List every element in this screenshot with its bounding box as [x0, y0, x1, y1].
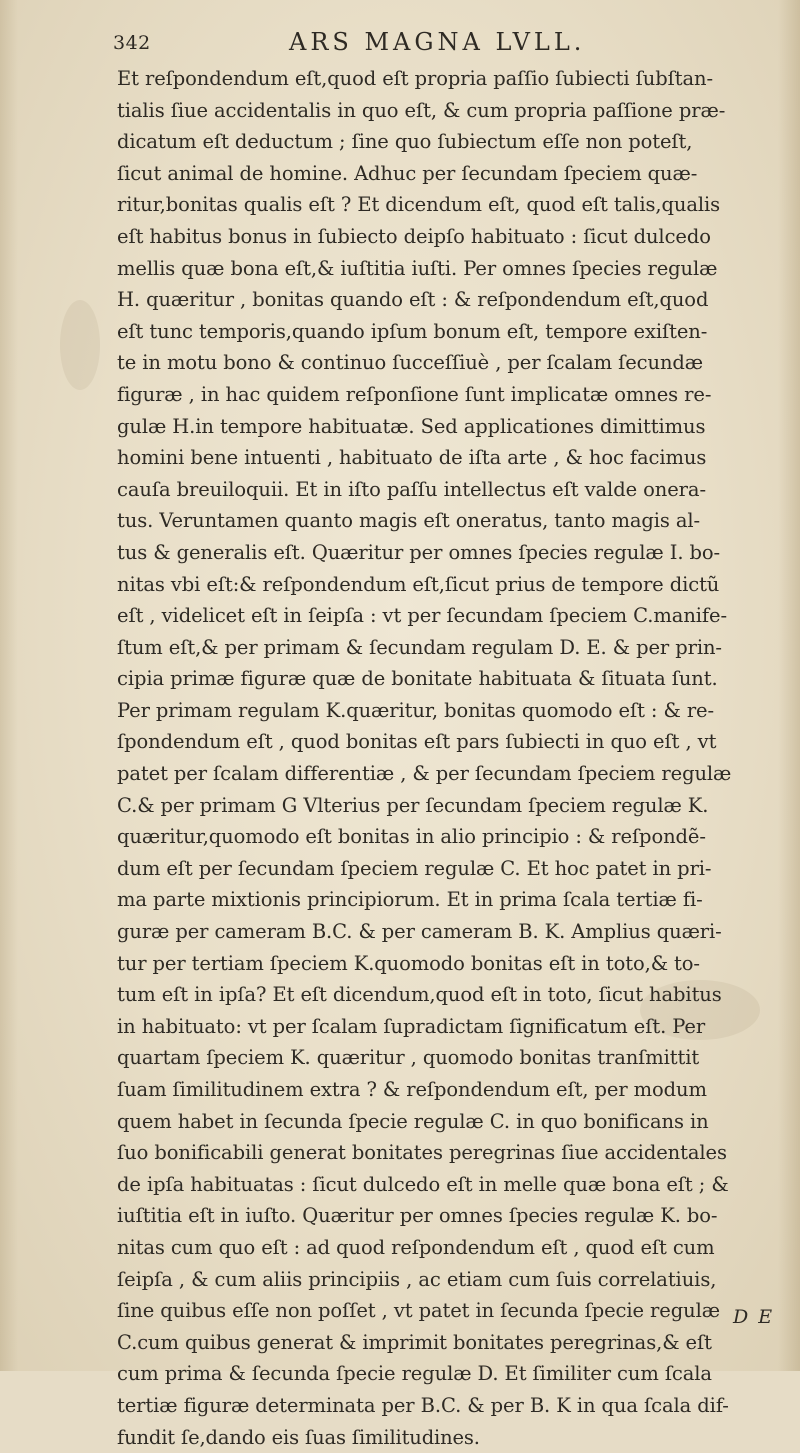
body-text	[117, 63, 795, 1453]
text-line: dicatum eſt deductum ; ſine quo ſubiectum eſſe non poteſt,	[117, 130, 693, 154]
text-line: fundit ſe,dando eis ſuas ſimilitudines.	[117, 1425, 480, 1449]
text-line: ſpondendum eſt , quod bonitas eſt pars ſubiecti in quo eſt , vt	[117, 730, 717, 754]
text-line: eſt tunc temporis,quando ipſum bonum eſt, tempore exiſten-	[117, 319, 708, 343]
text-line: eſt habitus bonus in ſubiecto deipſo habituato : ſicut dulcedo	[117, 224, 711, 248]
text-line: nitas cum quo eſt : ad quod reſpondendum eſt , quod eſt cum	[117, 1235, 715, 1259]
text-line: guræ per cameram B.C. & per cameram B. K. Amplius quæri-	[117, 920, 722, 944]
text-line: C.cum quibus generat & imprimit bonitates peregrinas,& eſt	[117, 1330, 712, 1354]
catchword: D E	[733, 1306, 775, 1328]
text-line: Per primam regulam K.quæritur, bonitas quomodo eſt : & re-	[117, 698, 714, 722]
text-line: cum prima & ſecunda ſpecie regulæ D. Et ſimiliter cum ſcala	[117, 1362, 712, 1386]
running-head	[113, 28, 713, 64]
text-line: ſuo bonificabili generat bonitates peregrinas ſiue accidentales	[117, 1141, 727, 1165]
text-line: cipia primæ figuræ quæ de bonitate habituata & ſituata ſunt.	[117, 667, 718, 691]
text-line: tur per tertiam ſpeciem K.quomodo bonitas eſt in toto,& to-	[117, 951, 700, 975]
paper-stain	[60, 300, 100, 390]
text-line: figuræ , in hac quidem reſponſione ſunt implicatæ omnes re-	[117, 382, 712, 406]
page-number: 342	[113, 32, 151, 54]
text-line: quæritur,quomodo eſt bonitas in alio principio : & reſpondẽ-	[117, 825, 706, 849]
text-line: homini bene intuenti , habituato de iſta arte , & hoc facimus	[117, 446, 707, 470]
text-line: ſicut animal de homine. Adhuc per ſecundam ſpeciem quæ-	[117, 161, 698, 185]
text-line: ſine quibus eſſe non poſſet , vt patet in ſecunda ſpecie regulæ	[117, 1299, 720, 1323]
text-line: ma parte mixtionis principiorum. Et in prima ſcala tertiæ fi-	[117, 888, 703, 912]
text-line: cauſa breuiloquii. Et in iſto paſſu intellectus eſt valde onera-	[117, 477, 706, 501]
text-line: nitas vbi eſt:& reſpondendum eſt,ſicut prius de tempore dictũ	[117, 572, 720, 596]
text-line: mellis quæ bona eſt,& iuſtitia iuſti. Per omnes ſpecies regulæ	[117, 256, 718, 280]
text-line: patet per ſcalam differentiæ , & per ſecundam ſpeciem regulæ	[117, 762, 732, 786]
text-line: quartam ſpeciem K. quæritur , quomodo bonitas tranſmittit	[117, 1046, 700, 1070]
page-shadow-left	[0, 0, 18, 1371]
text-line: gulæ H.in tempore habituatæ. Sed applicationes dimittimus	[117, 414, 706, 438]
text-line: tialis ſiue accidentalis in quo eſt, & cum propria paſſione præ-	[117, 98, 726, 122]
text-line: C.& per primam G Vlterius per ſecundam ſpeciem regulæ K.	[117, 793, 709, 817]
text-line: tus & generalis eſt. Quæritur per omnes ſpecies regulæ I. bo-	[117, 540, 721, 564]
text-line: tus. Veruntamen quanto magis eſt oneratus, tanto magis al-	[117, 509, 701, 533]
text-line: ritur,bonitas qualis eſt ? Et dicendum eſt, quod eſt talis,qualis	[117, 193, 721, 217]
text-line: de ipſa habituatas : ſicut dulcedo eſt in melle quæ bona eſt ; &	[117, 1172, 729, 1196]
text-line: Et reſpondendum eſt,quod eſt propria paſſio ſubiecti ſubſtan-	[117, 67, 713, 90]
text-line: H. quæritur , bonitas quando eſt : & reſpondendum eſt,quod	[117, 288, 709, 312]
text-line: tertiæ figuræ determinata per B.C. & per B. K in qua ſcala dif-	[117, 1393, 729, 1417]
text-line: in habituato: vt per ſcalam ſupradictam ſignificatum eſt. Per	[117, 1014, 706, 1038]
text-line: te in motu bono & continuo ſucceſſiuè , per ſcalam ſecundæ	[117, 351, 704, 375]
text-line: dum eſt per ſecundam ſpeciem regulæ C. Et hoc patet in pri-	[117, 856, 712, 880]
text-line: eſt , videlicet eſt in ſeipſa : vt per ſecundam ſpeciem C.manife-	[117, 604, 728, 628]
text-line: ſtum eſt,& per primam & ſecundam regulam D. E. & per prin-	[117, 635, 722, 659]
text-line: ſuam ſimilitudinem extra ? & reſpondendum eſt, per modum	[117, 1078, 707, 1101]
text-line: iuſtitia eſt in iuſto. Quæritur per omnes ſpecies regulæ K. bo-	[117, 1204, 718, 1228]
running-title: ARS MAGNA LVLL.	[289, 28, 586, 56]
text-line: tum eſt in ipſa? Et eſt dicendum,quod eſt in toto, ſicut habitus	[117, 983, 722, 1007]
text-line: ſeipſa , & cum aliis principiis , ac etiam cum ſuis correlatiuis,	[117, 1267, 717, 1291]
text-line: quem habet in ſecunda ſpecie regulæ C. in quo bonificans in	[117, 1109, 709, 1133]
